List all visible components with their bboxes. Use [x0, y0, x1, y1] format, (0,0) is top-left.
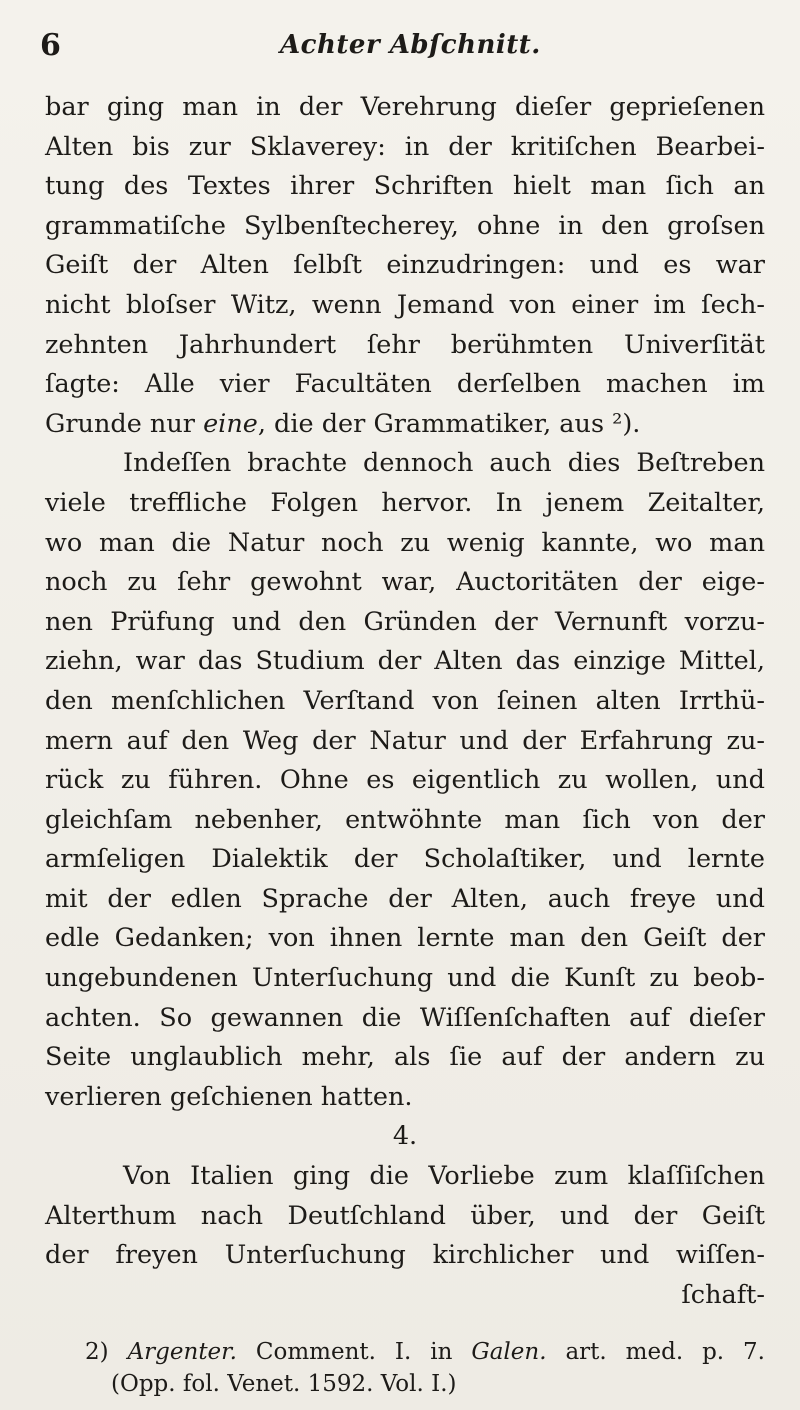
- text-line: nen Prüfung und den Gründen der Vernunft vorzu-: [45, 606, 765, 637]
- text-line: grammatiſche Sylbenſtecherey, ohne in den groſsen: [45, 210, 765, 241]
- text-line: mit der edlen Sprache der Alten, auch freye und: [45, 883, 765, 914]
- text-line: tung des Textes ihrer Schriften hielt man ſich an: [45, 171, 765, 202]
- text-line: Grunde nur eine, die der Grammatiker, aus ²).: [45, 408, 641, 439]
- catchword: ſchaft-: [681, 1279, 765, 1310]
- text-line: Alterthum nach Deutſchland über, und der Geiſt: [45, 1200, 765, 1231]
- running-title: Achter Abſchnitt.: [280, 30, 541, 60]
- text-line: edle Gedanken; von ihnen lernte man den Geiſt der: [45, 923, 765, 954]
- body-text: [45, 88, 765, 1315]
- text-line: viele treffliche Folgen hervor. In jenem Zeitalter,: [45, 487, 765, 518]
- text-line: Alten bis zur Sklaverey: in der kritiſchen Bearbei-: [45, 131, 765, 162]
- paragraph-start-line: Indeſſen brachte dennoch auch dies Beſtreben: [123, 448, 765, 479]
- text-line: Geiſt der Alten ſelbſt einzudringen: und es war: [45, 250, 765, 281]
- text-line: ſagte: Alle vier Facultäten derſelben machen im: [45, 369, 765, 400]
- text-line: armſeligen Dialektik der Scholaſtiker, und lernte: [45, 844, 765, 875]
- text-line: gleichſam nebenher, entwöhnte man ſich von der: [45, 804, 765, 835]
- text-line: rück zu führen. Ohne es eigentlich zu wollen, und: [45, 765, 765, 796]
- text-line: Seite unglaublich mehr, als ſie auf der andern zu: [45, 1042, 765, 1073]
- page-header: [40, 28, 770, 68]
- text-line: noch zu ſehr gewohnt war, Auctoritäten der eige-: [45, 567, 765, 598]
- paragraph-start-line: Von Italien ging die Vorliebe zum klaſſiſchen: [123, 1161, 765, 1192]
- text-line: achten. So gewannen die Wiſſenſchaften auf dieſer: [45, 1002, 765, 1033]
- text-line: nicht bloſser Witz, wenn Jemand von einer im ſech-: [45, 289, 765, 320]
- text-line: bar ging man in der Verehrung dieſer geprieſenen: [45, 92, 765, 122]
- page-number: 6: [40, 28, 61, 63]
- text-line: wo man die Natur noch zu wenig kannte, wo man: [45, 527, 765, 558]
- section-number: 4.: [392, 1121, 418, 1152]
- text-line: verlieren geſchienen hatten.: [45, 1081, 413, 1112]
- text-line: zehnten Jahrhundert ſehr berühmten Univerſität: [45, 329, 765, 360]
- footnotes: [85, 1336, 765, 1400]
- text-line: der freyen Unterſuchung kirchlicher und wiſſen-: [45, 1240, 765, 1271]
- text-line: mern auf den Weg der Natur und der Erfahrung zu-: [45, 725, 765, 756]
- text-line: den menſchlichen Verſtand von ſeinen alten Irrthü-: [45, 685, 765, 716]
- text-line: ziehn, war das Studium der Alten das einzige Mittel,: [45, 646, 765, 677]
- footnote-line: 2) Argenter. Comment. I. in Galen. art. med. p. 7.: [85, 1339, 765, 1365]
- footnote-line: (Opp. fol. Venet. 1592. Vol. I.): [111, 1371, 457, 1397]
- text-line: ungebundenen Unterſuchung und die Kunſt zu beob-: [45, 963, 765, 994]
